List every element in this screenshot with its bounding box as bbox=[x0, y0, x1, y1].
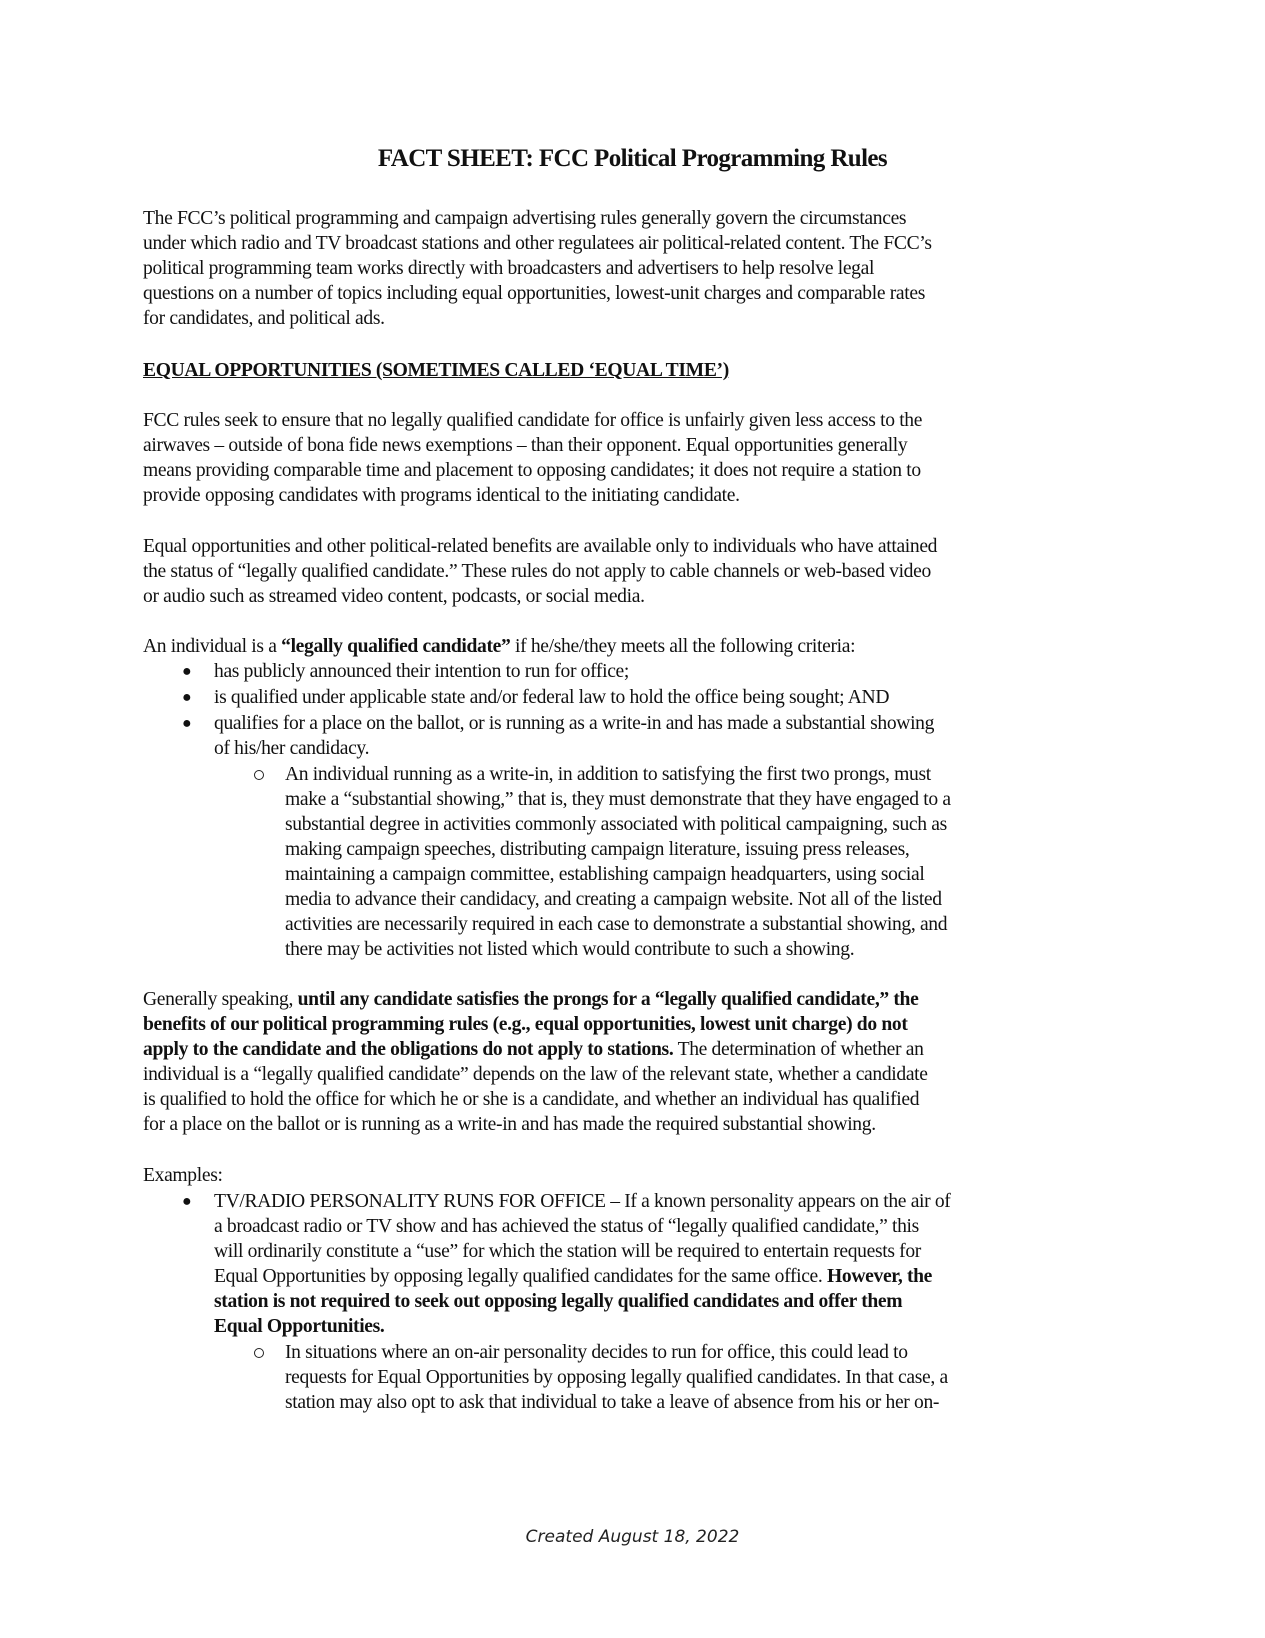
list-item: qualifies for a place on the ballot, or is running as a write-in and has made a substantial showing bbox=[214, 713, 935, 734]
text-line: requests for Equal Opportunities by opposing legally qualified candidates. In that case, a bbox=[285, 1367, 948, 1388]
text-line: for a place on the ballot or is running as a write-in and has made the required substantial showing. bbox=[143, 1114, 876, 1135]
text-line: Equal Opportunities. bbox=[214, 1316, 385, 1337]
text-line: maintaining a campaign committee, establishing campaign headquarters, using social bbox=[285, 864, 925, 885]
footer-created-date: Created August 18, 2022 bbox=[525, 1527, 740, 1547]
text-line: substantial degree in activities commonly associated with political campaigning, such as bbox=[285, 814, 947, 835]
text-line: In situations where an on-air personality decides to run for office, this could lead to bbox=[285, 1342, 908, 1363]
sub-bullet-icon bbox=[254, 770, 264, 780]
text-line: FCC rules seek to ensure that no legally qualified candidate for office is unfairly given less access to the bbox=[143, 410, 923, 431]
section-heading: EQUAL OPPORTUNITIES (SOMETIMES CALLED ‘EQUAL TIME’) bbox=[143, 360, 729, 381]
list-item: is qualified under applicable state and/or federal law to hold the office being sought; AND bbox=[214, 687, 890, 708]
text-line: for candidates, and political ads. bbox=[143, 308, 385, 329]
bullet-icon: ● bbox=[182, 689, 192, 706]
text-line: TV/RADIO PERSONALITY RUNS FOR OFFICE – If a known personality appears on the air of bbox=[214, 1191, 951, 1212]
text-line: An individual running as a write-in, in addition to satisfying the first two prongs, must bbox=[285, 764, 931, 785]
text-line: media to advance their candidacy, and creating a campaign website. Not all of the listed bbox=[285, 889, 942, 910]
text-line: or audio such as streamed video content, podcasts, or social media. bbox=[143, 586, 645, 607]
text-line: making campaign speeches, distributing campaign literature, issuing press releases, bbox=[285, 839, 910, 860]
text-line: there may be activities not listed which would contribute to such a showing. bbox=[285, 939, 855, 960]
text-line: station is not required to seek out opposing legally qualified candidates and offer them bbox=[214, 1291, 903, 1312]
sub-bullet-icon bbox=[254, 1348, 264, 1358]
examples-label: Examples: bbox=[143, 1165, 223, 1186]
text-line: a broadcast radio or TV show and has achieved the status of “legally qualified candidate,” this bbox=[214, 1216, 919, 1237]
text-line: The FCC’s political programming and campaign advertising rules generally govern the circumstances bbox=[143, 208, 907, 229]
text-line: under which radio and TV broadcast stations and other regulatees air political-related content. The FCC’s bbox=[143, 233, 932, 254]
text-line: political programming team works directly with broadcasters and advertisers to help resolve legal bbox=[143, 258, 875, 279]
text-line: Generally speaking, until any candidate satisfies the prongs for a “legally qualified candidate,” the bbox=[143, 989, 919, 1010]
text-line: benefits of our political programming rules (e.g., equal opportunities, lowest unit charge) do not bbox=[143, 1014, 908, 1035]
bullet-icon: ● bbox=[182, 1193, 192, 1210]
bullet-icon: ● bbox=[182, 715, 192, 732]
text-line: provide opposing candidates with programs identical to the initiating candidate. bbox=[143, 485, 740, 506]
text-line: individual is a “legally qualified candidate” depends on the law of the relevant state, whether a candidate bbox=[143, 1064, 928, 1085]
text-line: questions on a number of topics including equal opportunities, lowest-unit charges and comparable rates bbox=[143, 283, 925, 304]
list-item: has publicly announced their intention to run for office; bbox=[214, 661, 629, 682]
text-line: the status of “legally qualified candidate.” These rules do not apply to cable channels or web-based video bbox=[143, 561, 931, 582]
text-line: airwaves – outside of bona fide news exemptions – than their opponent. Equal opportunities generally bbox=[143, 435, 908, 456]
text-line: station may also opt to ask that individual to take a leave of absence from his or her on- bbox=[285, 1392, 940, 1413]
page-title: FACT SHEET: FCC Political Programming Rules bbox=[377, 145, 888, 172]
text-line: will ordinarily constitute a “use” for which the station will be required to entertain requests for bbox=[214, 1241, 921, 1262]
text-line: Equal opportunities and other political-related benefits are available only to individuals who have attained bbox=[143, 536, 938, 557]
text-line: means providing comparable time and placement to opposing candidates; it does not require a station to bbox=[143, 460, 921, 481]
text-line: is qualified to hold the office for which he or she is a candidate, and whether an individual has qualified bbox=[143, 1089, 920, 1110]
bullet-icon: ● bbox=[182, 663, 192, 680]
text-line: Equal Opportunities by opposing legally qualified candidates for the same office. However, the bbox=[214, 1266, 933, 1287]
criteria-intro: An individual is a “legally qualified candidate” if he/she/they meets all the following criteria: bbox=[143, 636, 856, 657]
text-line: apply to the candidate and the obligations do not apply to stations. The determination of whether an bbox=[143, 1039, 924, 1060]
list-item-continued: of his/her candidacy. bbox=[214, 738, 370, 759]
text-line: activities are necessarily required in each case to demonstrate a substantial showing, and bbox=[285, 914, 948, 935]
text-line: make a “substantial showing,” that is, they must demonstrate that they have engaged to a bbox=[285, 789, 951, 810]
